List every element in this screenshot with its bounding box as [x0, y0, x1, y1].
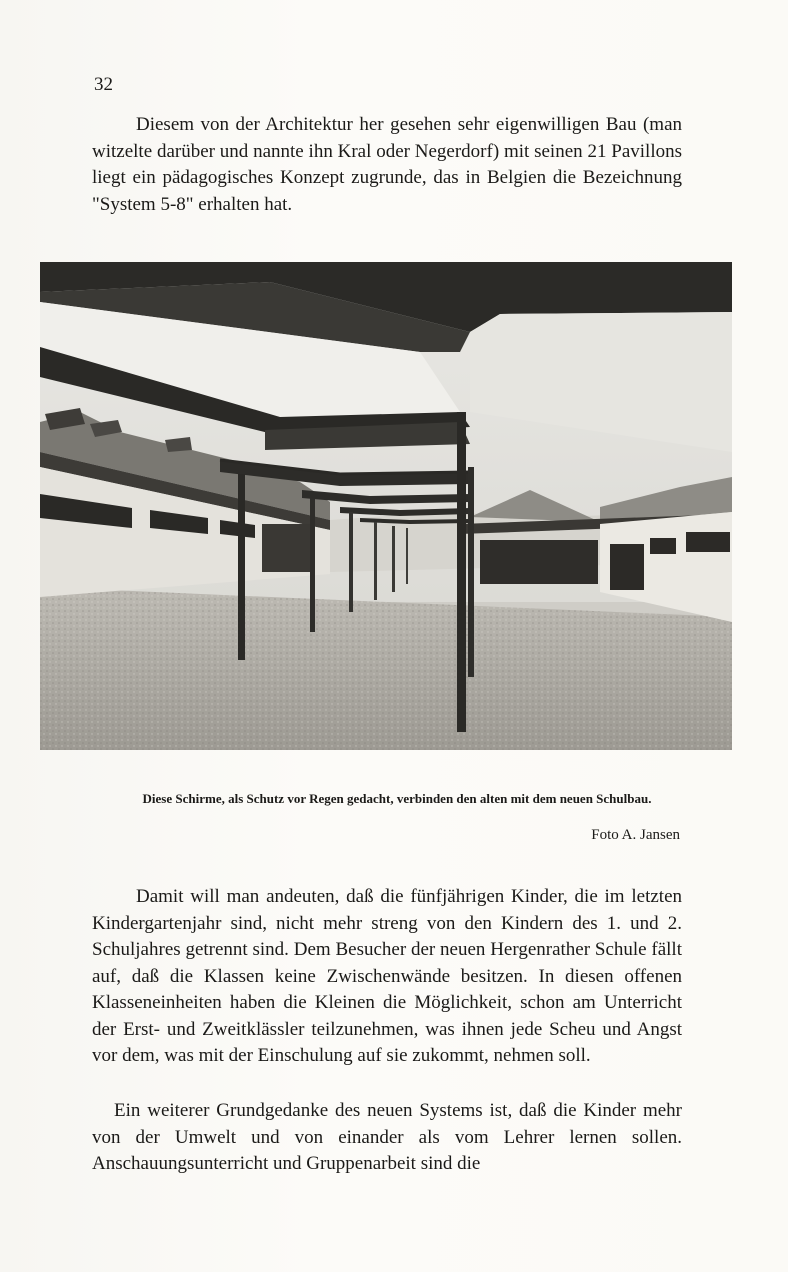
photo-illustration	[40, 262, 732, 750]
courtyard-photo	[40, 262, 732, 750]
photo-caption: Diese Schirme, als Schutz vor Regen gedacht, verbinden den alten mit dem neuen Schulbau.	[142, 791, 652, 806]
paragraph-intro: Diesem von der Architektur her gesehen sehr eigenwilligen Bau (man witzelte darüber und nannte ihn Kral oder Negerdorf) mit seinen 21 Pavillons liegt ein pädagogisches Konzept zugrunde, das in Belgien die Bezeichnung "System 5-8" erhalten hat.	[92, 114, 682, 215]
paragraph-system-description: Damit will man andeuten, daß die fünfjährigen Kinder, die im letzten Kindergartenjahr sind, nicht mehr streng von den Kindern des 1. und 2. Schuljahres getrennt sind. Dem Besucher der neuen Hergenrather Schule fällt auf, daß die Klassen keine Zwischenwände besitzen. In diesen offenen Klasseneinheiten haben die Kleinen die Möglichkeit, schon am Unterricht der Erst- und Zweitklässler teilzunehmen, was ihnen jede Scheu und Angst vor dem, was mit der Einschulung auf sie zukommt, nehmen soll.	[92, 886, 682, 1066]
paragraph-basic-idea: Ein weiterer Grundgedanke des neuen Systems ist, daß die Kinder mehr von der Umwelt und von einander als vom Lehrer lernen sollen. Anschauungsunterricht und Gruppenarbeit sind die	[92, 1100, 682, 1174]
photo-credit: Foto A. Jansen	[591, 827, 680, 843]
page-number: 32	[94, 74, 113, 95]
